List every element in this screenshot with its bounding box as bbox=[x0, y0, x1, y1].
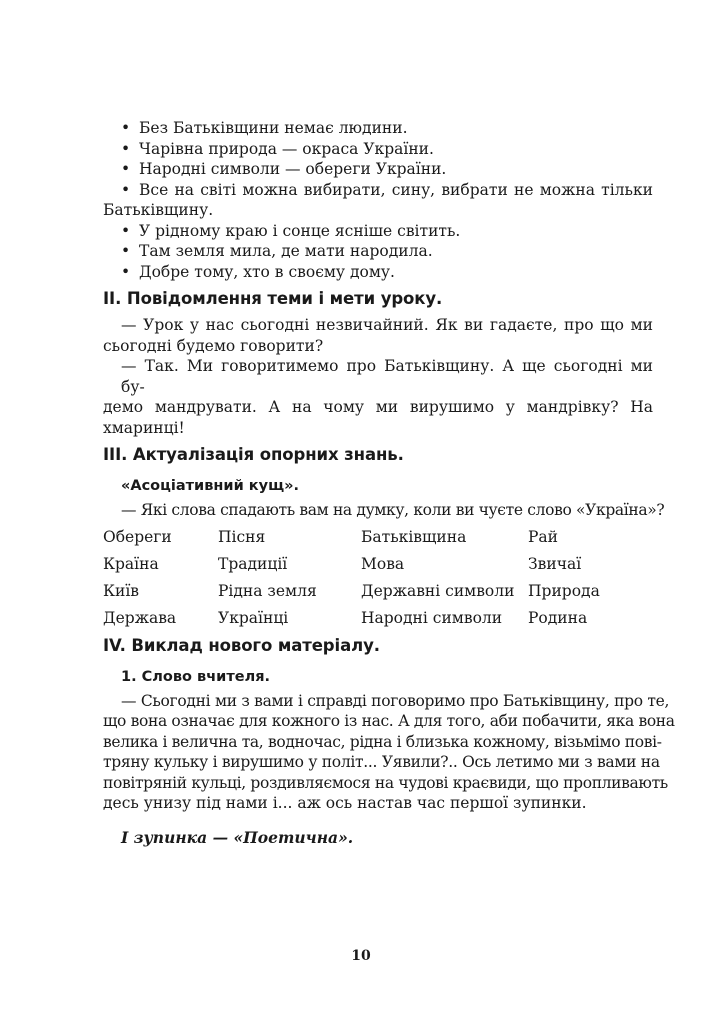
page-number: 10 bbox=[351, 948, 371, 964]
table-cell: Країна bbox=[103, 554, 159, 573]
paragraph-line: — Так. Ми говоритимемо про Батьківщину. А ще сьогодні ми бу- bbox=[121, 357, 653, 396]
subheading: 1. Слово вчителя. bbox=[121, 668, 271, 685]
paragraph-line: що вона означає для кожного із нас. А для того, аби побачити, яка вона bbox=[103, 712, 675, 730]
table-cell: Батьківщина bbox=[361, 527, 467, 546]
table-cell: Рай bbox=[528, 527, 559, 546]
stop-title: І зупинка — «Поетична». bbox=[121, 827, 354, 847]
table-cell: Обереги bbox=[103, 527, 172, 546]
paragraph-line: — Сьогодні ми з вами і справді поговоримо про Батьківщину, про те, bbox=[121, 691, 670, 710]
list-item: • Народні символи — обереги України. bbox=[121, 160, 447, 178]
table-cell: Родина bbox=[528, 608, 588, 627]
table-cell: Пісня bbox=[218, 527, 266, 546]
table-cell: Природа bbox=[528, 581, 600, 600]
table-cell: Українці bbox=[218, 608, 289, 627]
list-item: • Там земля мила, де мати народила. bbox=[121, 242, 433, 260]
section-heading: III. Актуалізація опорних знань. bbox=[103, 445, 404, 464]
section-heading: IV. Виклад нового матеріалу. bbox=[103, 635, 380, 655]
table-cell: Державні символи bbox=[361, 581, 515, 600]
paragraph-line: — Урок у нас сьогодні незвичайний. Як ви гадаєте, про що ми bbox=[121, 316, 653, 334]
table-cell: Київ bbox=[103, 581, 140, 600]
list-item-continuation: Батьківщину. bbox=[103, 201, 214, 219]
paragraph-line: повітряній кульці, роздивляємося на чудові краєвиди, що пропливають bbox=[103, 773, 668, 792]
paragraph-line: велика і велична та, водночас, рідна і близька кожному, візьмімо пові- bbox=[103, 732, 662, 751]
paragraph-line: демо мандрувати. А на чому ми вирушимо у мандрівку? На хмаринці! bbox=[103, 398, 653, 437]
list-item: • Добре тому, хто в своєму дому. bbox=[121, 262, 395, 281]
page-content bbox=[103, 118, 675, 848]
table-cell: Рідна земля bbox=[218, 581, 317, 600]
table-cell: Звичаї bbox=[528, 554, 582, 573]
table-cell: Традиції bbox=[218, 554, 288, 573]
table-cell: Мова bbox=[361, 554, 405, 573]
word-table bbox=[103, 527, 653, 629]
table-cell: Держава bbox=[103, 608, 177, 627]
paragraph-line: тряну кульку і вирушимо у політ... Уявили?.. Ось летимо ми з вами на bbox=[103, 753, 660, 771]
proverb-list bbox=[103, 118, 653, 282]
subheading: «Асоціативний кущ». bbox=[121, 478, 299, 494]
list-item: • У рідному краю і сонце ясніше світить. bbox=[121, 221, 461, 240]
list-item: • Все на світі можна вибирати, сину, вибрати не можна тільки bbox=[121, 180, 653, 199]
paragraph-line: десь унизу під нами і... аж ось настав час першої зупинки. bbox=[103, 794, 587, 812]
section-heading: II. Повідомлення теми і мети уроку. bbox=[103, 289, 443, 308]
paragraph-line: — Які слова спадають вам на думку, коли ви чуєте слово «Україна»? bbox=[121, 501, 665, 519]
table-cell: Народні символи bbox=[361, 608, 503, 627]
list-item: • Без Батьківщини немає людини. bbox=[121, 119, 408, 137]
list-item: • Чарівна природа — окраса України. bbox=[121, 139, 434, 158]
paragraph-line: сьогодні будемо говорити? bbox=[103, 336, 324, 355]
